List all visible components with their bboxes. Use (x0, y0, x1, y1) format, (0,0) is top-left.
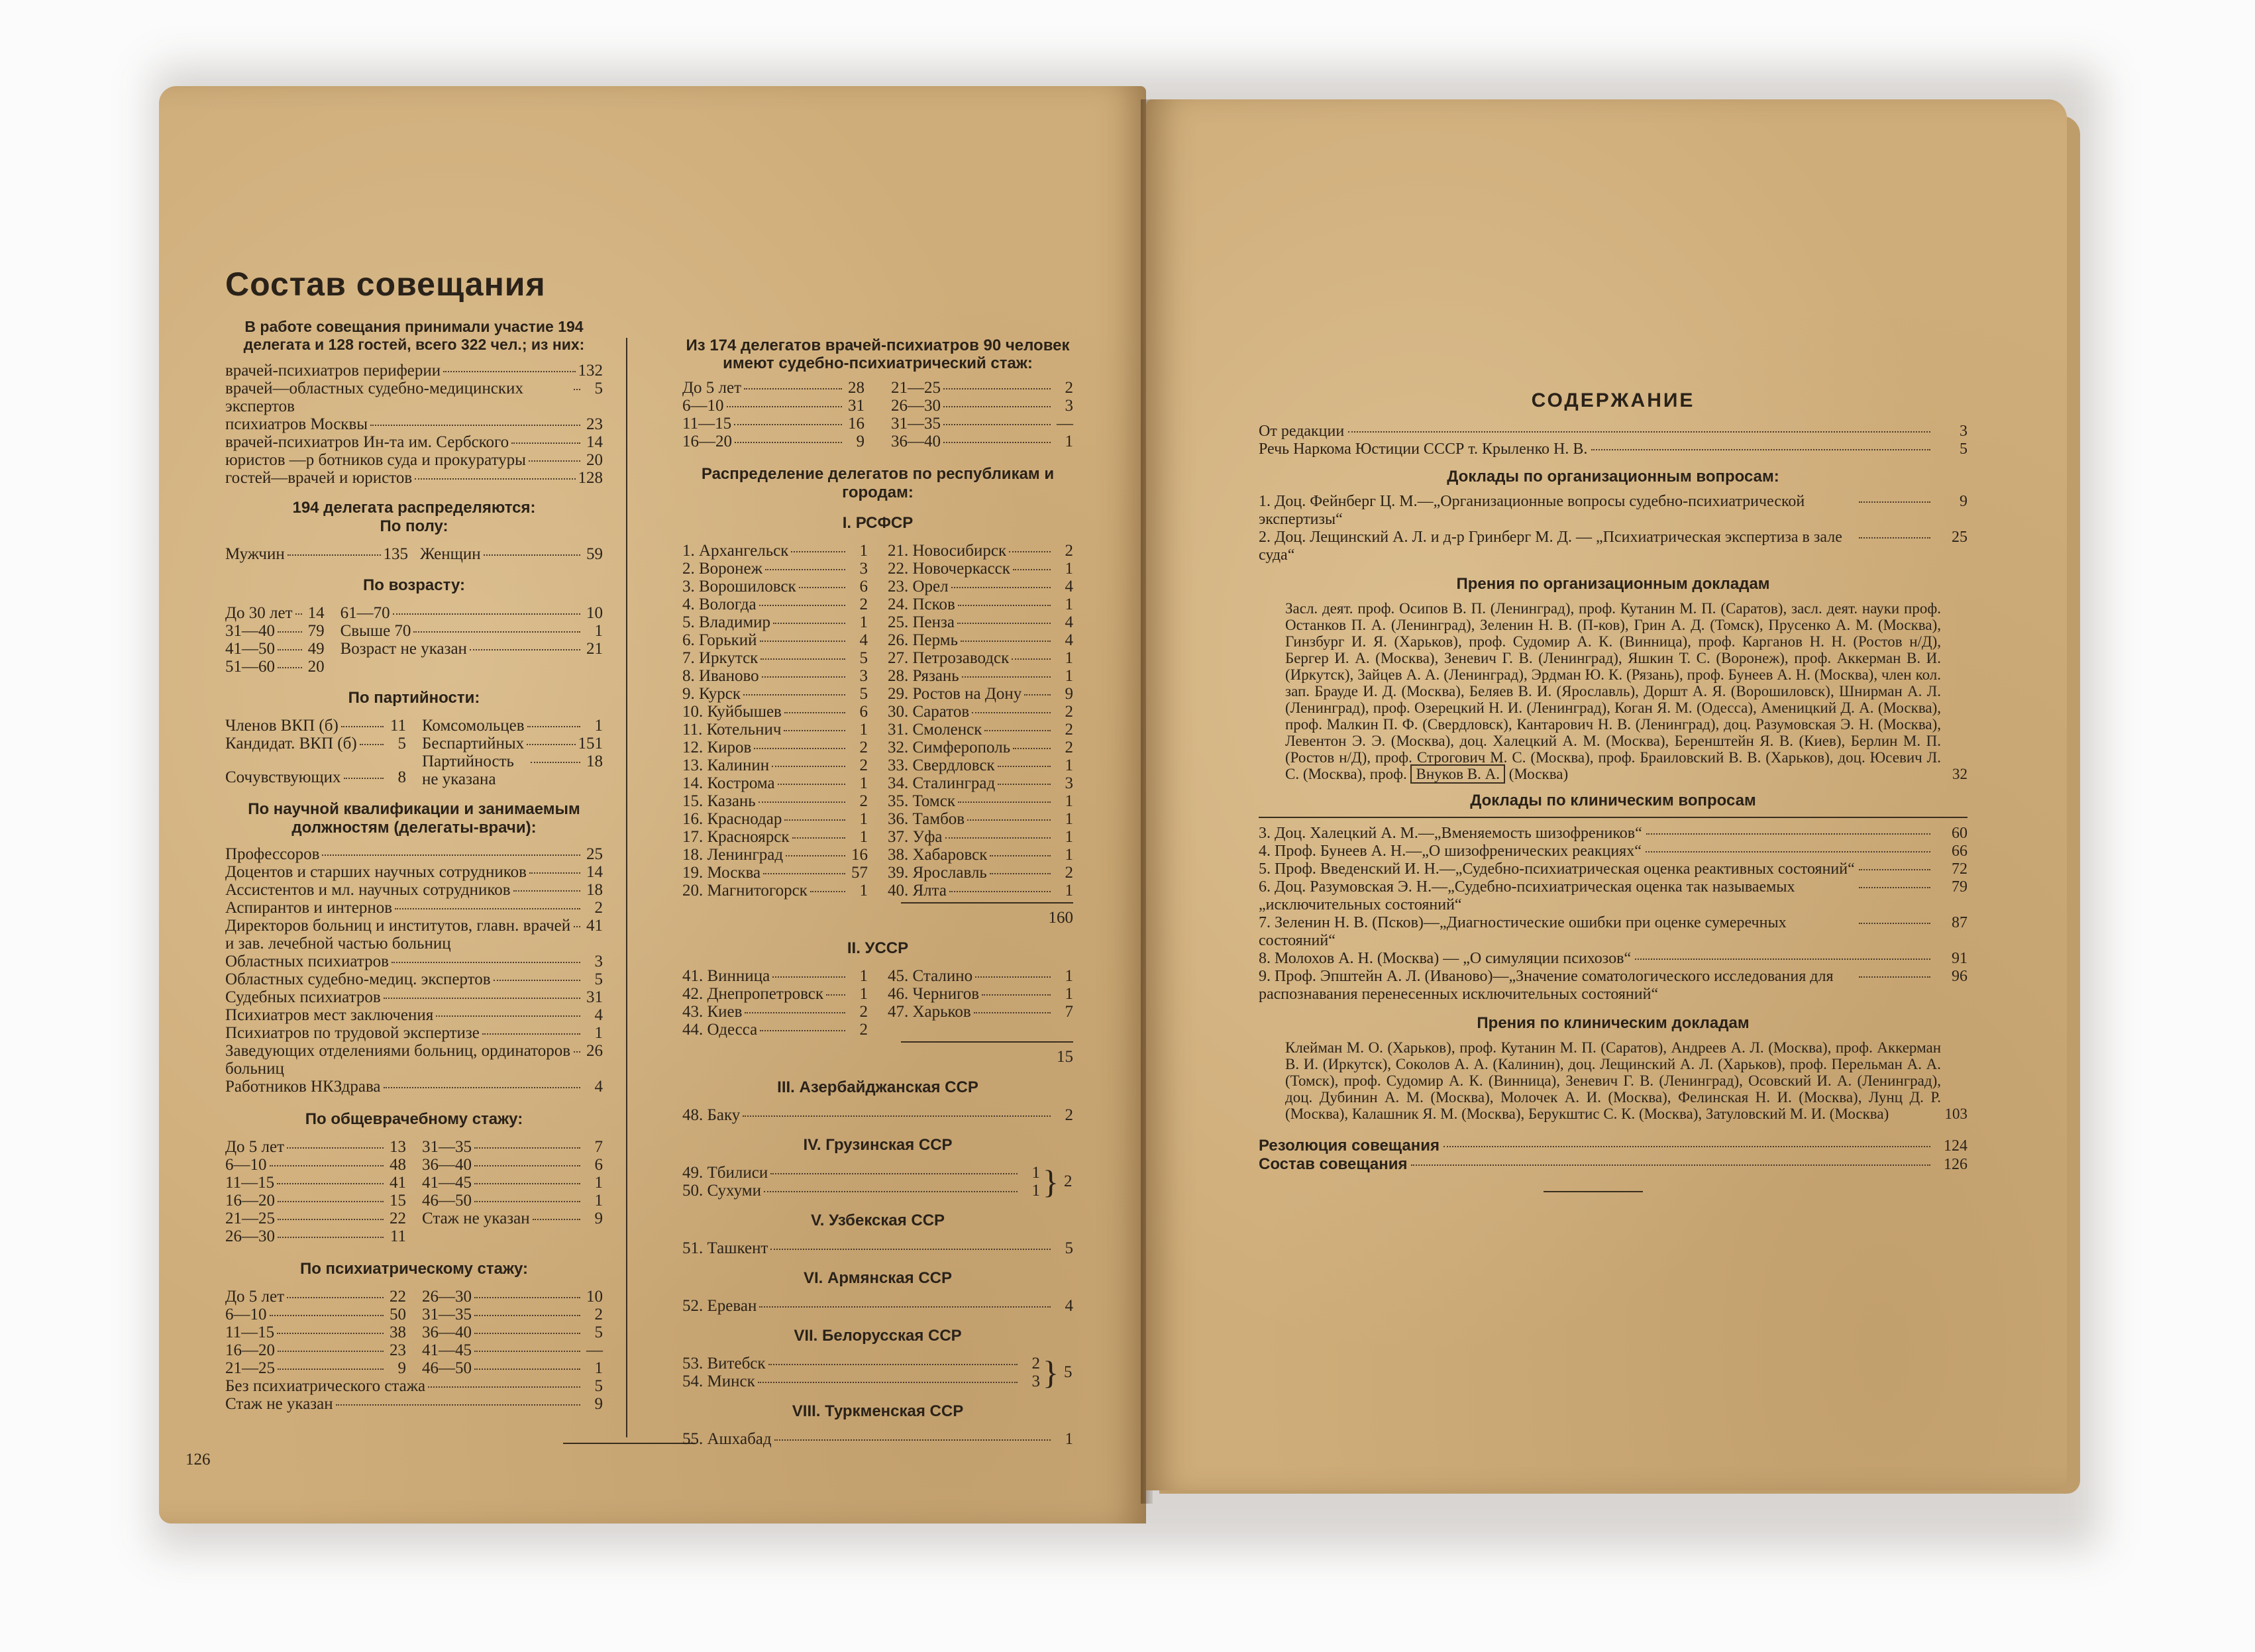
stazh-intro: Из 174 делегатов врачей-психиатров 90 человек имеют судебно-психиатрический стаж: (686, 336, 1070, 372)
list-item: 35. Томск 1 (888, 792, 1073, 810)
list-item: 16—20 23 (225, 1341, 406, 1359)
list-item: Профессоров 25 (225, 845, 603, 863)
list-item: 28. Рязань 1 (888, 667, 1073, 685)
end-rule (1544, 1191, 1643, 1192)
list-item: 26—30 11 (225, 1227, 406, 1245)
composition-list (225, 362, 603, 487)
list-item: 21—25 22 (225, 1210, 406, 1227)
list-item: 53. Витебск 2 (682, 1355, 1040, 1372)
list-item: 11. Котельнич 1 (682, 721, 868, 739)
toc-page: 32 (1952, 766, 1967, 782)
list-item: 31—35 2 (422, 1306, 603, 1323)
list-item: Областных психиатров 3 (225, 953, 603, 970)
list-item: 51—60 20 (225, 658, 325, 676)
ussr-total: 15 (901, 1041, 1073, 1066)
psych-experience-table (225, 1288, 603, 1377)
list-item: 16—20 9 (682, 433, 865, 450)
list-item: 6. Горький 4 (682, 631, 868, 649)
list-item: 6—10 31 (682, 397, 865, 415)
list-item: психиатров Москвы 23 (225, 415, 603, 433)
list-item: врачей—областных судебно-медицинских экспертов 5 (225, 380, 603, 415)
list-item: 46. Чернигов 1 (888, 985, 1073, 1003)
party-table (225, 717, 603, 788)
list-item: Комсомольцев 1 (422, 717, 603, 735)
list-item: Партийность не указана 18 (422, 752, 603, 788)
list-item: 36—40 6 (422, 1156, 603, 1174)
list-item: 17. Красноярск 1 (682, 828, 868, 846)
toc-item[interactable]: 2. Доц. Лещинский А. Л. и д-р Гринберг М. Д. — „Психиатрическая экспертиза в зале суда“ 25 (1259, 529, 1967, 564)
org-debate-text: Засл. деят. проф. Осипов В. П. (Ленинград), проф. Кутанин М. П. (Саратов), засл. деят. науки проф. Останков П. А. (Ленинград), Зеленин Н. В. (П-ков), Грин А. Д. (Томск), Прусенко А. М. (Москва), Гинзбург И. Я. (Харьков), проф. Судомир А. К. (Винница), проф. Карганов Н. Н. (Ростов н/Д), Бергер И. А. (Москва), Зеневич Г. В. (Ленинград), Яшкин Т. С. (Воронеж), проф. Аккерман В. И. (Иркутск), Зайцев А. А. (Ленинград), Эрдман Ю. К. (Рязань), проф. Бунеев А. Н. (Москва), член кол. зап. Брауде И. Д. (Москва), Беляев В. И. (Ярославль), Доршт А. Я. (Ворошиловск), Шнирман А. Л. (Ленинград), проф. Озерецкий Н. И. (Ленинград), Коган Я. М. (Одесса), Аменицкий Д. А. (Москва), проф. Малкин П. Ф. (Свердловск), Кантарович Н. В. (Ленинград), доц. Разумовская Э. Н. (Москва), Левентон Э. Э. (Москва), доц. Халецкий А. М. (Москва), Беренштейн Я. В. (Киев), Берлин М. П. (Ростов н/Д), проф. Строгович М. С. (Москва), проф. Браиловский В. В. (Харьков), доц. Юсевич Л. С. (Москва), проф. Внуков В. А. (Москва) 32 (1285, 600, 1967, 782)
list-item: 46—50 1 (422, 1192, 603, 1210)
list-item: Аспирантов и интернов 2 (225, 899, 603, 917)
list-item: 7. Иркутск 5 (682, 649, 868, 667)
list-item: 24. Псков 1 (888, 595, 1073, 613)
list-item: 31. Смоленск 2 (888, 721, 1073, 739)
list-item: 51. Ташкент 5 (682, 1239, 1073, 1257)
page-title: Состав совещания (225, 266, 546, 303)
list-item: 31—35 — (891, 415, 1073, 433)
list-item: 8. Иваново 3 (682, 667, 868, 685)
list-item: Стаж не указан 9 (422, 1210, 603, 1227)
georgia-total: 2 (1064, 1172, 1073, 1190)
georgia-heading: IV. Грузинская ССР (803, 1136, 953, 1154)
list-item: 41. Винница 1 (682, 967, 868, 985)
list-item: 43. Киев 2 (682, 1003, 868, 1021)
turkmen-heading: VIII. Туркменская ССР (792, 1402, 964, 1420)
toc-item[interactable]: 6. Доц. Разумовская Э. Н.—„Судебно-психиатрическая оценка так называемых „исключительных состояний“ 79 (1259, 878, 1967, 913)
right-page (1146, 99, 2067, 1490)
list-item: 52. Ереван 4 (682, 1297, 1073, 1315)
list-item: 40. Ялта 1 (888, 882, 1073, 900)
list-item: 16. Краснодар 1 (682, 810, 868, 828)
list-item: 37. Уфа 1 (888, 828, 1073, 846)
list-item: 31—35 7 (422, 1138, 603, 1156)
list-item: 19. Москва 57 (682, 864, 868, 882)
list-item: врачей-психиатров периферии 132 (225, 362, 603, 380)
belarus-group (682, 1355, 1073, 1390)
qualification-heading: По научной квалификации и занимаемым должностям (делегаты-врачи): (248, 800, 580, 837)
composition-column (225, 265, 603, 1413)
list-item: 33. Свердловск 1 (888, 756, 1073, 774)
ussr-heading: II. УССР (847, 939, 909, 957)
list-item: 2. Воронеж 3 (682, 560, 868, 578)
uzbek-heading: V. Узбекская ССР (810, 1212, 945, 1229)
list-item: 36. Тамбов 1 (888, 810, 1073, 828)
list-item: Без психиатрического стажа 5 (225, 1377, 603, 1395)
list-item: Сочувствующих 8 (225, 768, 406, 786)
list-item: Судебных психиатров 31 (225, 988, 603, 1006)
list-item: гостей—врачей и юристов 128 (225, 469, 603, 487)
list-item: 48. Баку 2 (682, 1106, 1073, 1124)
list-item: 38. Хабаровск 1 (888, 846, 1073, 864)
list-item: 36—40 5 (422, 1323, 603, 1341)
list-item: 39. Ярославль 2 (888, 864, 1073, 882)
list-item: 15. Казань 2 (682, 792, 868, 810)
age-heading: По возрасту: (362, 576, 466, 594)
list-item: До 5 лет 13 (225, 1138, 406, 1156)
clin-list (1259, 817, 1967, 1004)
distribution-title: 194 делегата распределяются: (292, 499, 536, 517)
rsfsr-heading: I. РСФСР (842, 514, 914, 532)
toc-item[interactable]: Речь Наркома Юстиции СССР т. Крыленко Н. В. 5 (1259, 440, 1967, 458)
republics-heading: Распределение делегатов по республикам и городам: (701, 465, 1055, 501)
list-item: 23. Орел 4 (888, 578, 1073, 595)
column-divider (626, 338, 627, 1437)
toc-item[interactable]: 7. Зеленин Н. В. (Псков)—„Диагностические ошибки при оценке сумеречных состояний“ 87 (1259, 914, 1967, 949)
list-item: Директоров больниц и институтов, главн. врачей и зав. лечебной частью больниц 41 (225, 917, 603, 953)
clin-heading: Доклады по клиническим вопросам (1470, 792, 1756, 809)
list-item: 20. Магнитогорск 1 (682, 882, 868, 900)
toc-item[interactable]: 3. Доц. Халецкий А. М.—„Вменяемость шизофреников“ 60 (1259, 825, 1967, 842)
list-item: Ассистентов и мл. научных сотрудников 18 (225, 881, 603, 899)
list-item: 13. Калинин 2 (682, 756, 868, 774)
toc-item[interactable]: 1. Доц. Фейнберг Ц. М.—„Организационные вопросы судебно-психиатрической экспертизы“ 9 (1259, 493, 1967, 528)
general-experience-heading: По общеврачебному стажу: (305, 1110, 523, 1128)
list-item: 26—30 3 (891, 397, 1073, 415)
list-item: Областных судебно-медиц. экспертов 5 (225, 970, 603, 988)
list-item: Стаж не указан 9 (225, 1395, 603, 1413)
table-of-contents (1259, 389, 1967, 1192)
sex-heading: По полу: (380, 517, 448, 535)
list-item: 41—45 1 (422, 1174, 603, 1192)
list-item: 45. Сталино 1 (888, 967, 1073, 985)
list-item: 3. Ворошиловск 6 (682, 578, 868, 595)
toc-title: СОДЕРЖАНИЕ (1531, 389, 1695, 411)
list-item: 27. Петрозаводск 1 (888, 649, 1073, 667)
list-item: Свыше 70 1 (340, 622, 603, 640)
belarus-heading: VII. Белорусская ССР (794, 1327, 962, 1345)
list-item: 32. Симферополь 2 (888, 739, 1073, 756)
psych-experience-heading: По психиатрическому стажу: (299, 1260, 529, 1278)
list-item: 50. Сухуми 1 (682, 1182, 1040, 1200)
party-heading: По партийности: (348, 689, 480, 707)
rsfsr-table (682, 542, 1073, 900)
list-item: До 30 лет 14 (225, 604, 325, 622)
delegates-column (682, 336, 1073, 1448)
list-item: 11—15 41 (225, 1174, 406, 1192)
org-heading: Доклады по организационным вопросам: (1447, 468, 1779, 486)
list-item: 41—50 49 (225, 640, 325, 658)
age-table (225, 604, 603, 676)
list-item: Возраст не указан 21 (340, 640, 603, 658)
left-page (159, 86, 1146, 1523)
list-item: 21—25 2 (891, 379, 1073, 397)
list-item: До 5 лет 28 (682, 379, 865, 397)
org-debate-heading: Прения по организационным докладам (1456, 575, 1770, 593)
list-item: 11—15 38 (225, 1323, 406, 1341)
list-item: 54. Минск 3 (682, 1372, 1040, 1390)
list-item: 36—40 1 (891, 433, 1073, 450)
list-item: 47. Харьков 7 (888, 1003, 1073, 1021)
list-item: 29. Ростов на Дону 9 (888, 685, 1073, 703)
list-item: 55. Ашхабад 1 (682, 1430, 1073, 1448)
list-item: 44. Одесса 2 (682, 1021, 868, 1039)
toc-item[interactable]: 8. Молохов А. Н. (Москва) — „О симуляции психозов“ 91 (1259, 950, 1967, 967)
list-item: 26. Пермь 4 (888, 631, 1073, 649)
toc-item[interactable]: 9. Проф. Эпштейн А. Л. (Иваново)—„Значение соматологического исследования для распознавания перенесенных исключительных состояний“ 96 (1259, 968, 1967, 1003)
list-item: 41—45 — (422, 1341, 603, 1359)
armenia-heading: VI. Армянская ССР (804, 1269, 952, 1287)
azerbaijan-heading: III. Азербайджанская ССР (777, 1078, 978, 1096)
georgia-group (682, 1164, 1073, 1200)
list-item: 22. Новочеркасск 1 (888, 560, 1073, 578)
toc-item[interactable]: 4. Проф. Бунеев А. Н.—„О шизофренических реакциях“ 66 (1259, 843, 1967, 860)
toc-item[interactable]: 5. Проф. Введенский И. Н.—„Судебно-психиатрическая оценка реактивных состояний“ 72 (1259, 860, 1967, 878)
list-item: 11—15 16 (682, 415, 865, 433)
list-item: 31—40 79 (225, 622, 325, 640)
toc-bottom (1259, 1137, 1967, 1174)
list-item: 21. Новосибирск 2 (888, 542, 1073, 560)
list-item: 26—30 10 (422, 1288, 603, 1306)
list-item: Кандидат. ВКП (б) 5 (225, 735, 406, 752)
list-item: 9. Курск 5 (682, 685, 868, 703)
stazh-table (682, 379, 1073, 450)
list-item: 14. Кострома 1 (682, 774, 868, 792)
clin-debate-heading: Прения по клиническим докладам (1477, 1014, 1750, 1032)
brace-icon: } (1043, 1163, 1059, 1200)
list-item: 34. Сталинград 3 (888, 774, 1073, 792)
list-item: 1. Архангельск 1 (682, 542, 868, 560)
toc-page: 103 (1944, 1106, 1967, 1122)
list-item: Беспартийных 151 (422, 735, 603, 752)
general-experience-table (225, 1138, 603, 1245)
list-item: 49. Тбилиси 1 (682, 1164, 1040, 1182)
footer-rule (563, 1443, 696, 1444)
ussr-table (682, 967, 1073, 1039)
list-item: 16—20 15 (225, 1192, 406, 1210)
toc-item[interactable]: Состав совещания 126 (1259, 1155, 1967, 1173)
list-item: 4. Вологда 2 (682, 595, 868, 613)
list-item: 5. Владимир 1 (682, 613, 868, 631)
list-item: 21—25 9 (225, 1359, 406, 1377)
stamped-name: Внуков В. А. (1410, 764, 1504, 784)
list-item: врачей-психиатров Ин-та им. Сербского 14 (225, 433, 603, 451)
list-item: Доцентов и старших научных сотрудников 14 (225, 863, 603, 881)
list-item: 42. Днепропетровск 1 (682, 985, 868, 1003)
list-item: 10. Куйбышев 6 (682, 703, 868, 721)
list-item: 30. Саратов 2 (888, 703, 1073, 721)
intro-text: В работе совещания принимали участие 194 делегата и 128 гостей, всего 322 чел.; из них: (243, 318, 585, 353)
list-item: 25. Пенза 4 (888, 613, 1073, 631)
list-item: 18. Ленинград 16 (682, 846, 868, 864)
qualification-list (225, 845, 603, 1096)
list-item: 6—10 50 (225, 1306, 406, 1323)
rsfsr-total: 160 (901, 902, 1073, 927)
list-item: Работников НКЗдрава 4 (225, 1078, 603, 1096)
list-item: Психиатров по трудовой экспертизе 1 (225, 1024, 603, 1042)
list-item: Членов ВКП (б) 11 (225, 717, 406, 735)
list-item: Заведующих отделениями больниц, ординаторов больниц 26 (225, 1042, 603, 1078)
list-item: юристов —р ботников суда и прокуратуры 20 (225, 451, 603, 469)
brace-icon: } (1043, 1354, 1059, 1391)
sex-row: Мужчин 135 Женщин 59 (225, 545, 603, 563)
list-item: До 5 лет 22 (225, 1288, 406, 1306)
list-item: 46—50 1 (422, 1359, 603, 1377)
toc-item[interactable]: От редакции 3 (1259, 423, 1967, 440)
toc-item[interactable]: Резолюция совещания 124 (1259, 1137, 1967, 1155)
belarus-total: 5 (1064, 1363, 1073, 1381)
list-item: Психиатров мест заключения 4 (225, 1006, 603, 1024)
clin-debate-text: Клейман М. О. (Харьков), проф. Кутанин М. П. (Саратов), Андреев А. Л. (Москва), проф. Аккерман В. И. (Иркутск), Соколов А. А. (Калинин), доц. Лещинский А. Л. (Харьков), проф. Перельман А. А. (Томск), проф. Судомир А. К. (Винница), Зеневич Г. В. (Ленинград), Осовский И. А. (Ленинград), доц. Дубинин А. М. (Москва), Молочек А. И. (Москва), Фелинская Н. И. (Москва), Лунц Д. Р. (Москва), Калашник Я. М. (Москва), Берукштис С. К. (Москва), Затуловский М. И. (Москва) 103 (1285, 1039, 1967, 1122)
list-item: 12. Киров 2 (682, 739, 868, 756)
list-item: 6—10 48 (225, 1156, 406, 1174)
page-number: 126 (185, 1451, 211, 1469)
list-item: 61—70 10 (340, 604, 603, 622)
